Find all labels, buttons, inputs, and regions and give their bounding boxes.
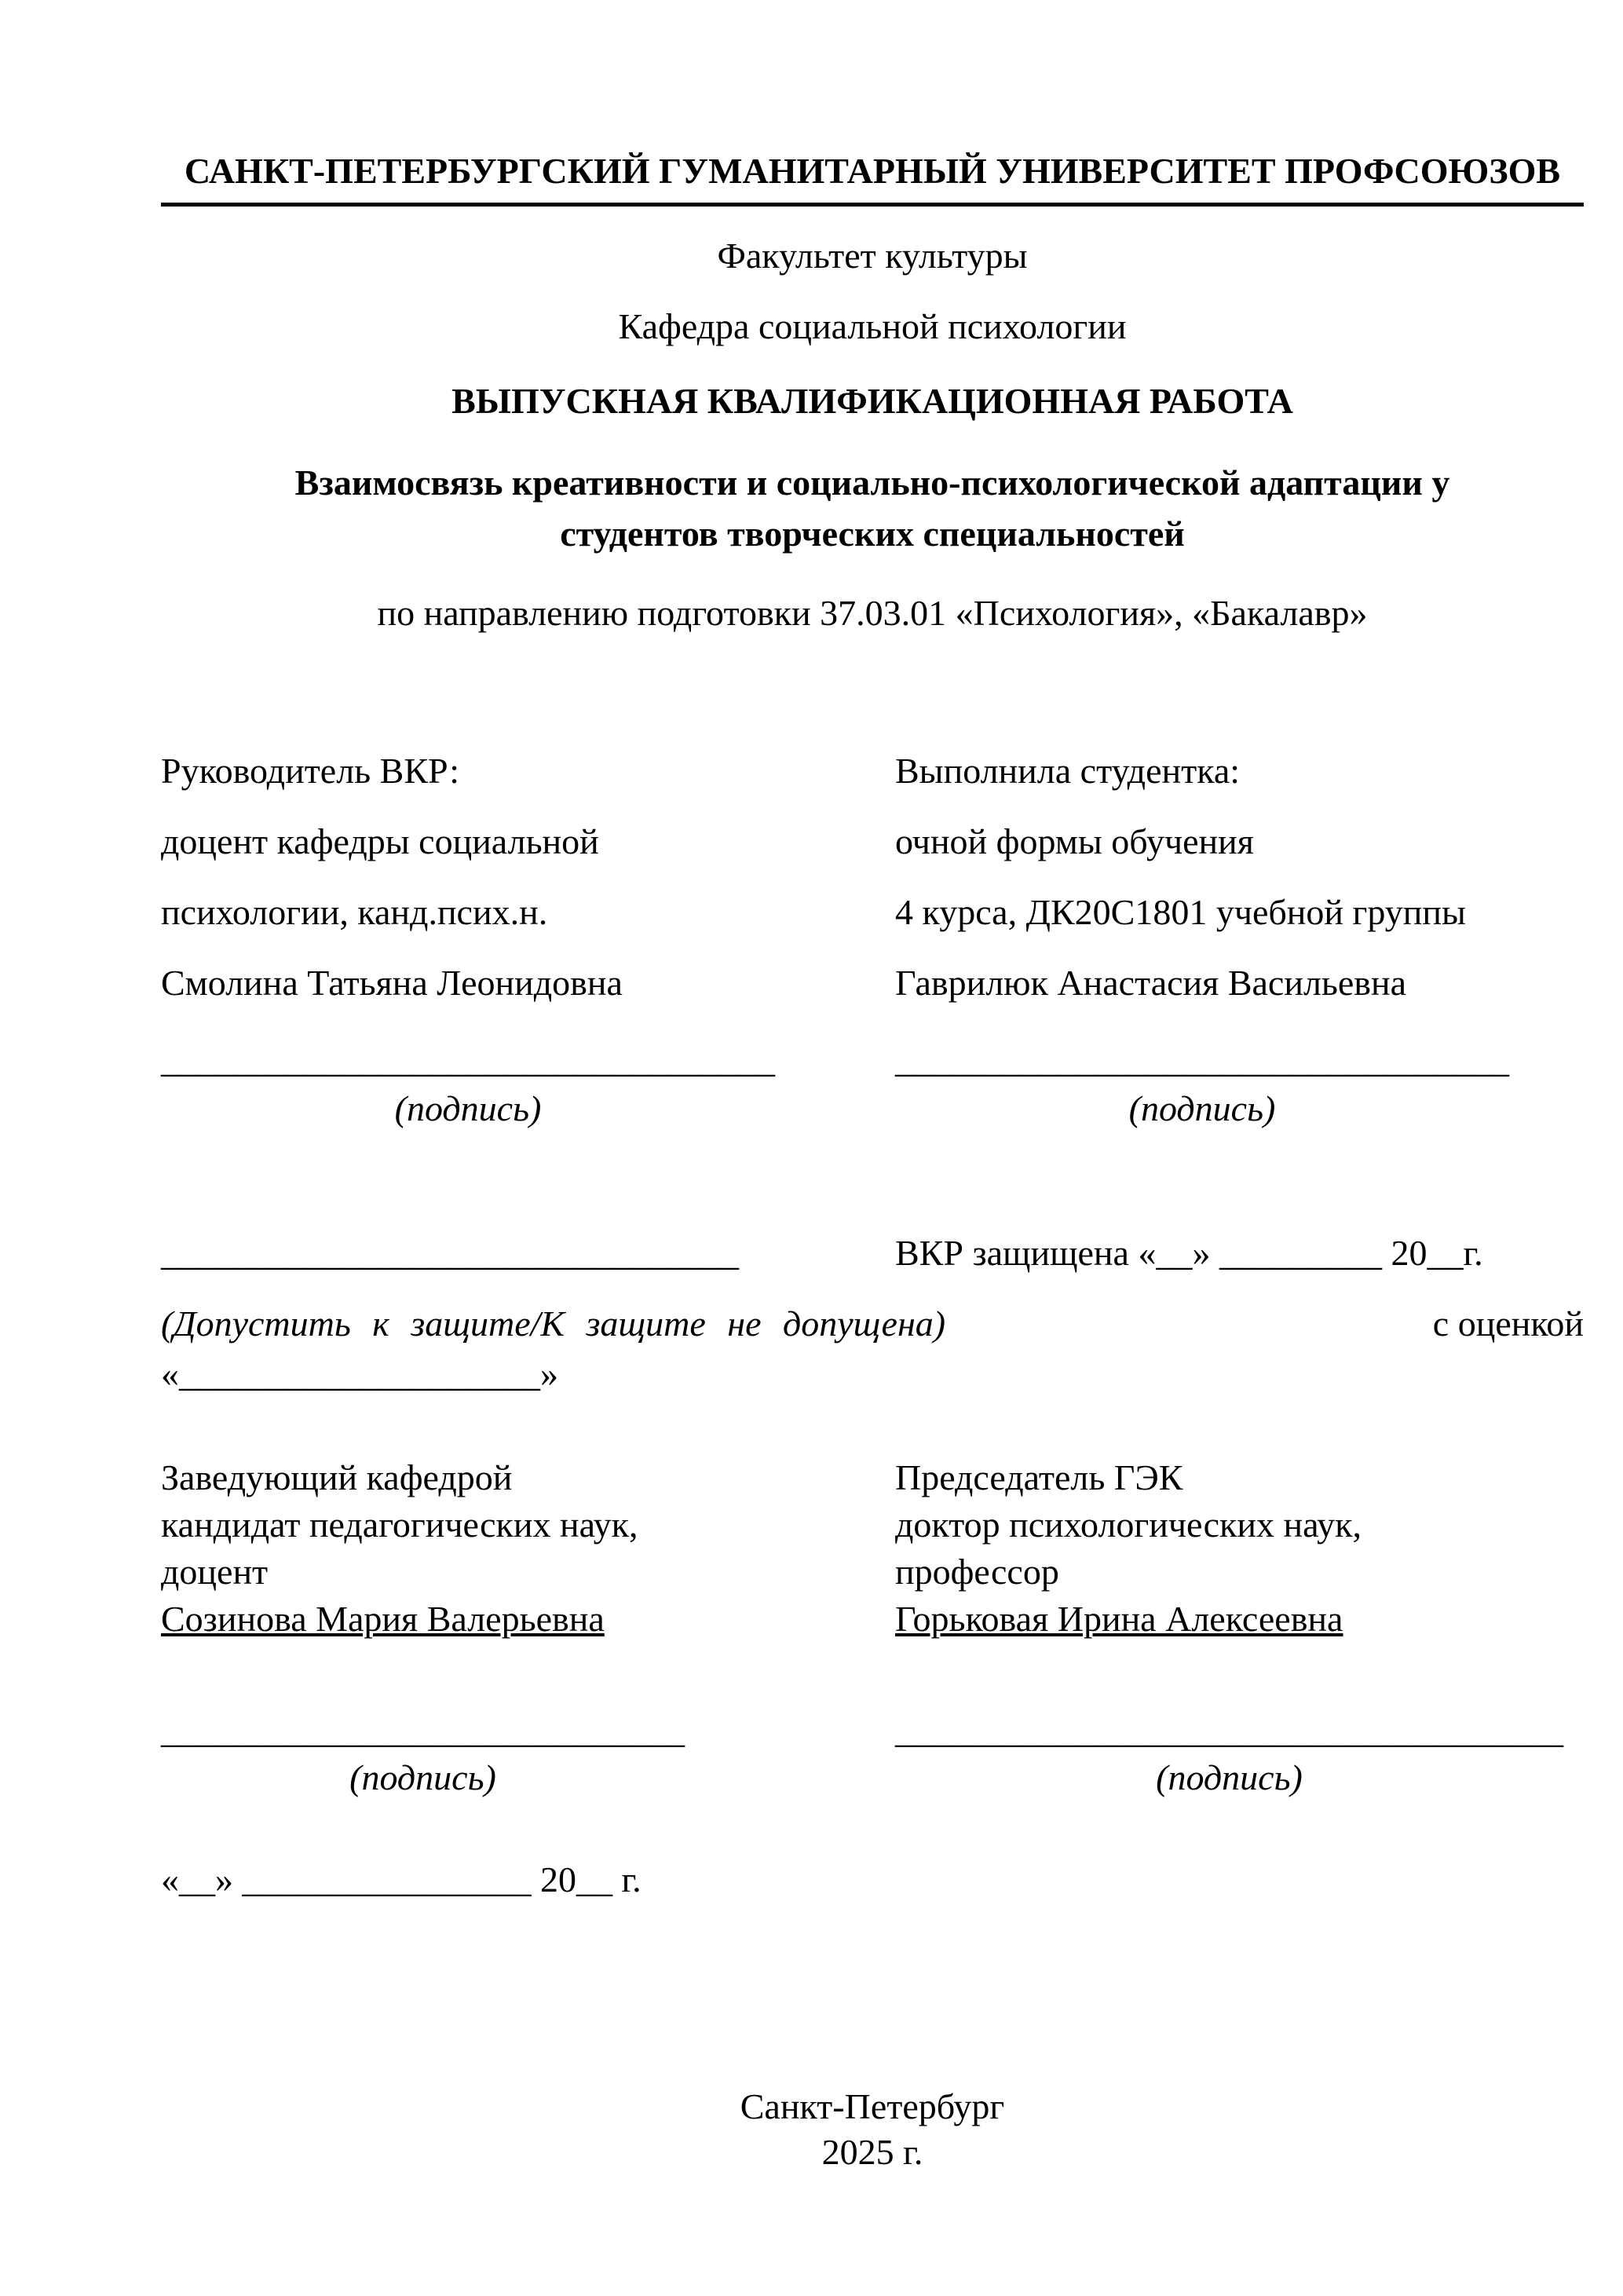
university-header: САНКТ-ПЕТЕРБУРГСКИЙ ГУМАНИТАРНЫЙ УНИВЕРСИТЕТ ПРОФСОЮЗОВ xyxy=(161,149,1584,207)
footer-city: Санкт-Петербург xyxy=(740,2086,1005,2126)
student-signature-line: __________________________________ xyxy=(895,1040,1509,1080)
student-role: Выполнила студентка: xyxy=(895,751,1241,791)
footer xyxy=(161,2084,1584,2175)
chair-signature-area xyxy=(895,1707,1584,1801)
advisor-role: Руководитель ВКР: xyxy=(161,751,460,791)
footer-year: 2025 г. xyxy=(821,2132,923,2172)
advisor-signature-line: __________________________________ xyxy=(161,1040,775,1080)
student-line2: 4 курса, ДК20С1801 учебной группы xyxy=(895,892,1466,932)
chair-signature-line: _____________________________________ xyxy=(895,1710,1563,1750)
signature-row-2 xyxy=(161,1707,1584,1801)
head-degree: кандидат педагогических наук, xyxy=(161,1504,638,1545)
advisor-block xyxy=(161,736,895,1018)
chair-degree: доктор психологических наук, xyxy=(895,1504,1362,1545)
date-blank-line: «__» ________________ 20__ г. xyxy=(161,1859,642,1899)
student-line1: очной формы обучения xyxy=(895,821,1254,861)
head-name: Созинова Мария Валерьевна xyxy=(161,1599,605,1639)
admission-paragraph xyxy=(161,1299,1584,1399)
program-line: по направлению подготовки 37.03.01 «Психология», «Бакалавр» xyxy=(377,593,1368,633)
admission-blank-line: ________________________________ xyxy=(161,1233,739,1273)
head-signature-block xyxy=(161,1707,685,1801)
grade-blank-line: «____________________» xyxy=(161,1354,558,1394)
thesis-title-line2: студентов творческих специальностей xyxy=(560,514,1185,554)
head-signature-caption: (подпись) xyxy=(349,1757,496,1797)
admission-line-1 xyxy=(161,1299,1584,1349)
chair-rank: профессор xyxy=(895,1552,1059,1592)
head-rank: доцент xyxy=(161,1552,269,1592)
head-signature-area xyxy=(161,1707,895,1801)
student-name: Гаврилюк Анастасия Васильевна xyxy=(895,963,1407,1003)
work-type-title: ВЫПУСКНАЯ КВАЛИФИКАЦИОННАЯ РАБОТА xyxy=(451,381,1293,421)
advisor-signature-block xyxy=(161,1036,775,1133)
head-signature-line: _____________________________ xyxy=(161,1710,685,1750)
head-title: Заведующий кафедрой xyxy=(161,1457,513,1497)
admission-allow-text: (Допустить к защите/К защите не допущена) xyxy=(161,1303,946,1344)
student-signature-caption: (подпись) xyxy=(1128,1088,1276,1128)
student-signature-area xyxy=(895,1036,1584,1133)
faculty-line: Факультет культуры xyxy=(717,236,1028,276)
signature-row-1 xyxy=(161,1036,1584,1133)
advisor-student-block xyxy=(161,736,1584,1018)
chair-name: Горьковая Ирина Алексеевна xyxy=(895,1599,1343,1639)
department-line: Кафедра социальной психологии xyxy=(618,306,1127,346)
thesis-title xyxy=(161,457,1584,559)
grade-label: с оценкой xyxy=(1432,1303,1584,1344)
thesis-title-line1: Взаимосвязь креативности и социально-психологической адаптации у xyxy=(294,462,1450,503)
advisor-signature-area xyxy=(161,1036,895,1133)
officials-block xyxy=(161,1454,1584,1643)
gek-chair-block xyxy=(895,1454,1584,1643)
defense-row xyxy=(161,1231,1584,1275)
chair-signature-block xyxy=(895,1707,1563,1801)
head-of-department-block xyxy=(161,1454,895,1643)
advisor-line1: доцент кафедры социальной xyxy=(161,821,599,861)
student-block xyxy=(895,736,1584,1018)
chair-signature-caption: (подпись) xyxy=(1156,1757,1303,1797)
advisor-line2: психологии, канд.псих.н. xyxy=(161,892,548,932)
defense-date-line: ВКР защищена «__» _________ 20__г. xyxy=(895,1233,1483,1273)
advisor-signature-caption: (подпись) xyxy=(394,1088,542,1128)
chair-title: Председатель ГЭК xyxy=(895,1457,1183,1497)
advisor-name: Смолина Татьяна Леонидовна xyxy=(161,963,623,1003)
student-signature-block xyxy=(895,1036,1509,1133)
